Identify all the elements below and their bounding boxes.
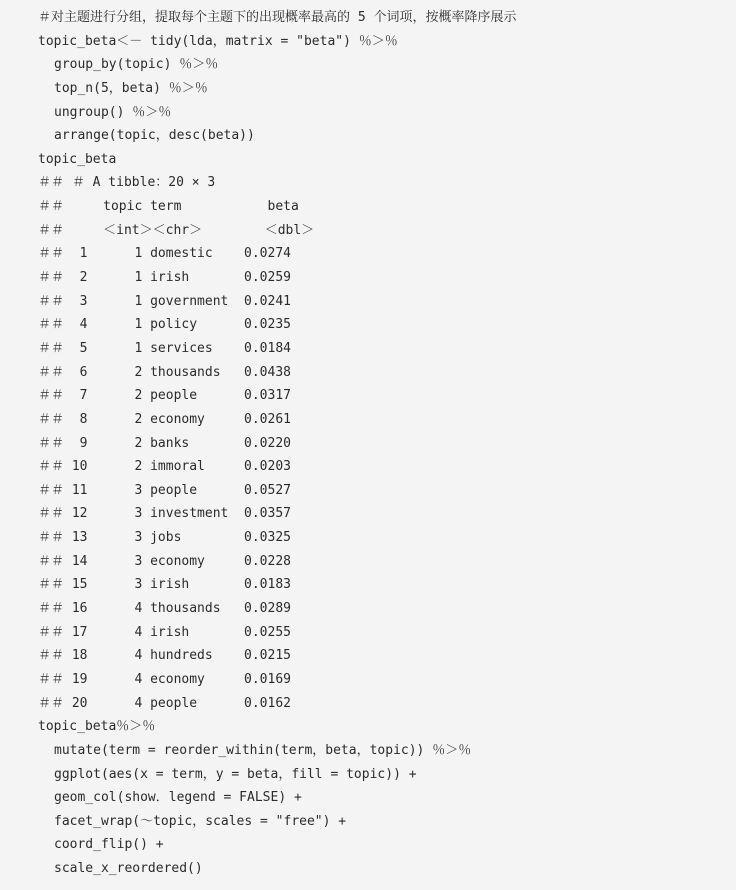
code-line: topic_beta bbox=[38, 151, 117, 167]
code-line: ＃＃ 13 3 jobs 0.0325 bbox=[38, 530, 291, 546]
code-line: geom_col(show．legend = FALSE) + bbox=[54, 790, 302, 806]
code-line: ungroup() ％＞％ bbox=[54, 104, 172, 120]
code-line: scale_x_reordered() bbox=[54, 861, 203, 877]
code-line: top_n(5，beta) ％＞％ bbox=[54, 80, 208, 96]
code-line: ＃对主题进行分组，提取每个主题下的出现概率最高的 5 个词项，按概率降序展示 bbox=[38, 10, 517, 25]
code-line: ＃＃ 4 1 policy 0.0235 bbox=[38, 317, 291, 333]
code-line: mutate(term = reorder_within(term，beta，topic)) ％＞％ bbox=[54, 742, 472, 758]
code-line: ＃＃ 16 4 thousands 0.0289 bbox=[38, 601, 291, 617]
code-line: ＃＃ 8 2 economy 0.0261 bbox=[38, 411, 291, 427]
code-line: ＃＃ 18 4 hundreds 0.0215 bbox=[38, 648, 291, 664]
code-line: ＃＃ 10 2 immoral 0.0203 bbox=[38, 459, 291, 475]
code-line: topic_beta＜－ tidy(lda，matrix = "beta") ％＞％ bbox=[38, 33, 398, 49]
code-line: ＃＃ 5 1 services 0.0184 bbox=[38, 340, 291, 356]
code-line: ＃＃ 15 3 irish 0.0183 bbox=[38, 577, 291, 593]
code-line: ＃＃ ＜int＞＜chr＞ ＜dbl＞ bbox=[38, 222, 315, 238]
code-line: arrange(topic，desc(beta)) bbox=[54, 128, 255, 144]
code-line: ＃＃ 2 1 irish 0.0259 bbox=[38, 270, 291, 286]
code-line: coord_flip() + bbox=[54, 837, 164, 853]
code-line: ＃＃ 9 2 banks 0.0220 bbox=[38, 435, 291, 451]
code-line: ＃＃ 6 2 thousands 0.0438 bbox=[38, 364, 291, 380]
code-line: ＃＃ 19 4 economy 0.0169 bbox=[38, 671, 291, 687]
code-line: ＃＃ 7 2 people 0.0317 bbox=[38, 388, 291, 404]
code-line: ＃＃ 1 1 domestic 0.0274 bbox=[38, 246, 291, 262]
code-line: ＃＃ 20 4 people 0.0162 bbox=[38, 695, 291, 711]
code-line: group_by(topic) ％＞％ bbox=[54, 57, 219, 73]
code-line: ＃＃ ＃ A tibble：20 × 3 bbox=[38, 175, 216, 191]
code-line: ＃＃ 3 1 government 0.0241 bbox=[38, 293, 291, 309]
code-line: ＃＃ 14 3 economy 0.0228 bbox=[38, 553, 291, 569]
code-line: ＃＃ topic term beta bbox=[38, 199, 299, 215]
code-line: facet_wrap(～topic，scales = "free") + bbox=[54, 813, 347, 829]
code-line: ggplot(aes(x = term，y = beta，fill = topic)) + bbox=[54, 766, 417, 782]
code-line: ＃＃ 11 3 people 0.0527 bbox=[38, 482, 291, 498]
code-line: topic_beta％＞％ bbox=[38, 719, 156, 735]
code-line: ＃＃ 12 3 investment 0.0357 bbox=[38, 506, 291, 522]
code-line: ＃＃ 17 4 irish 0.0255 bbox=[38, 624, 291, 640]
